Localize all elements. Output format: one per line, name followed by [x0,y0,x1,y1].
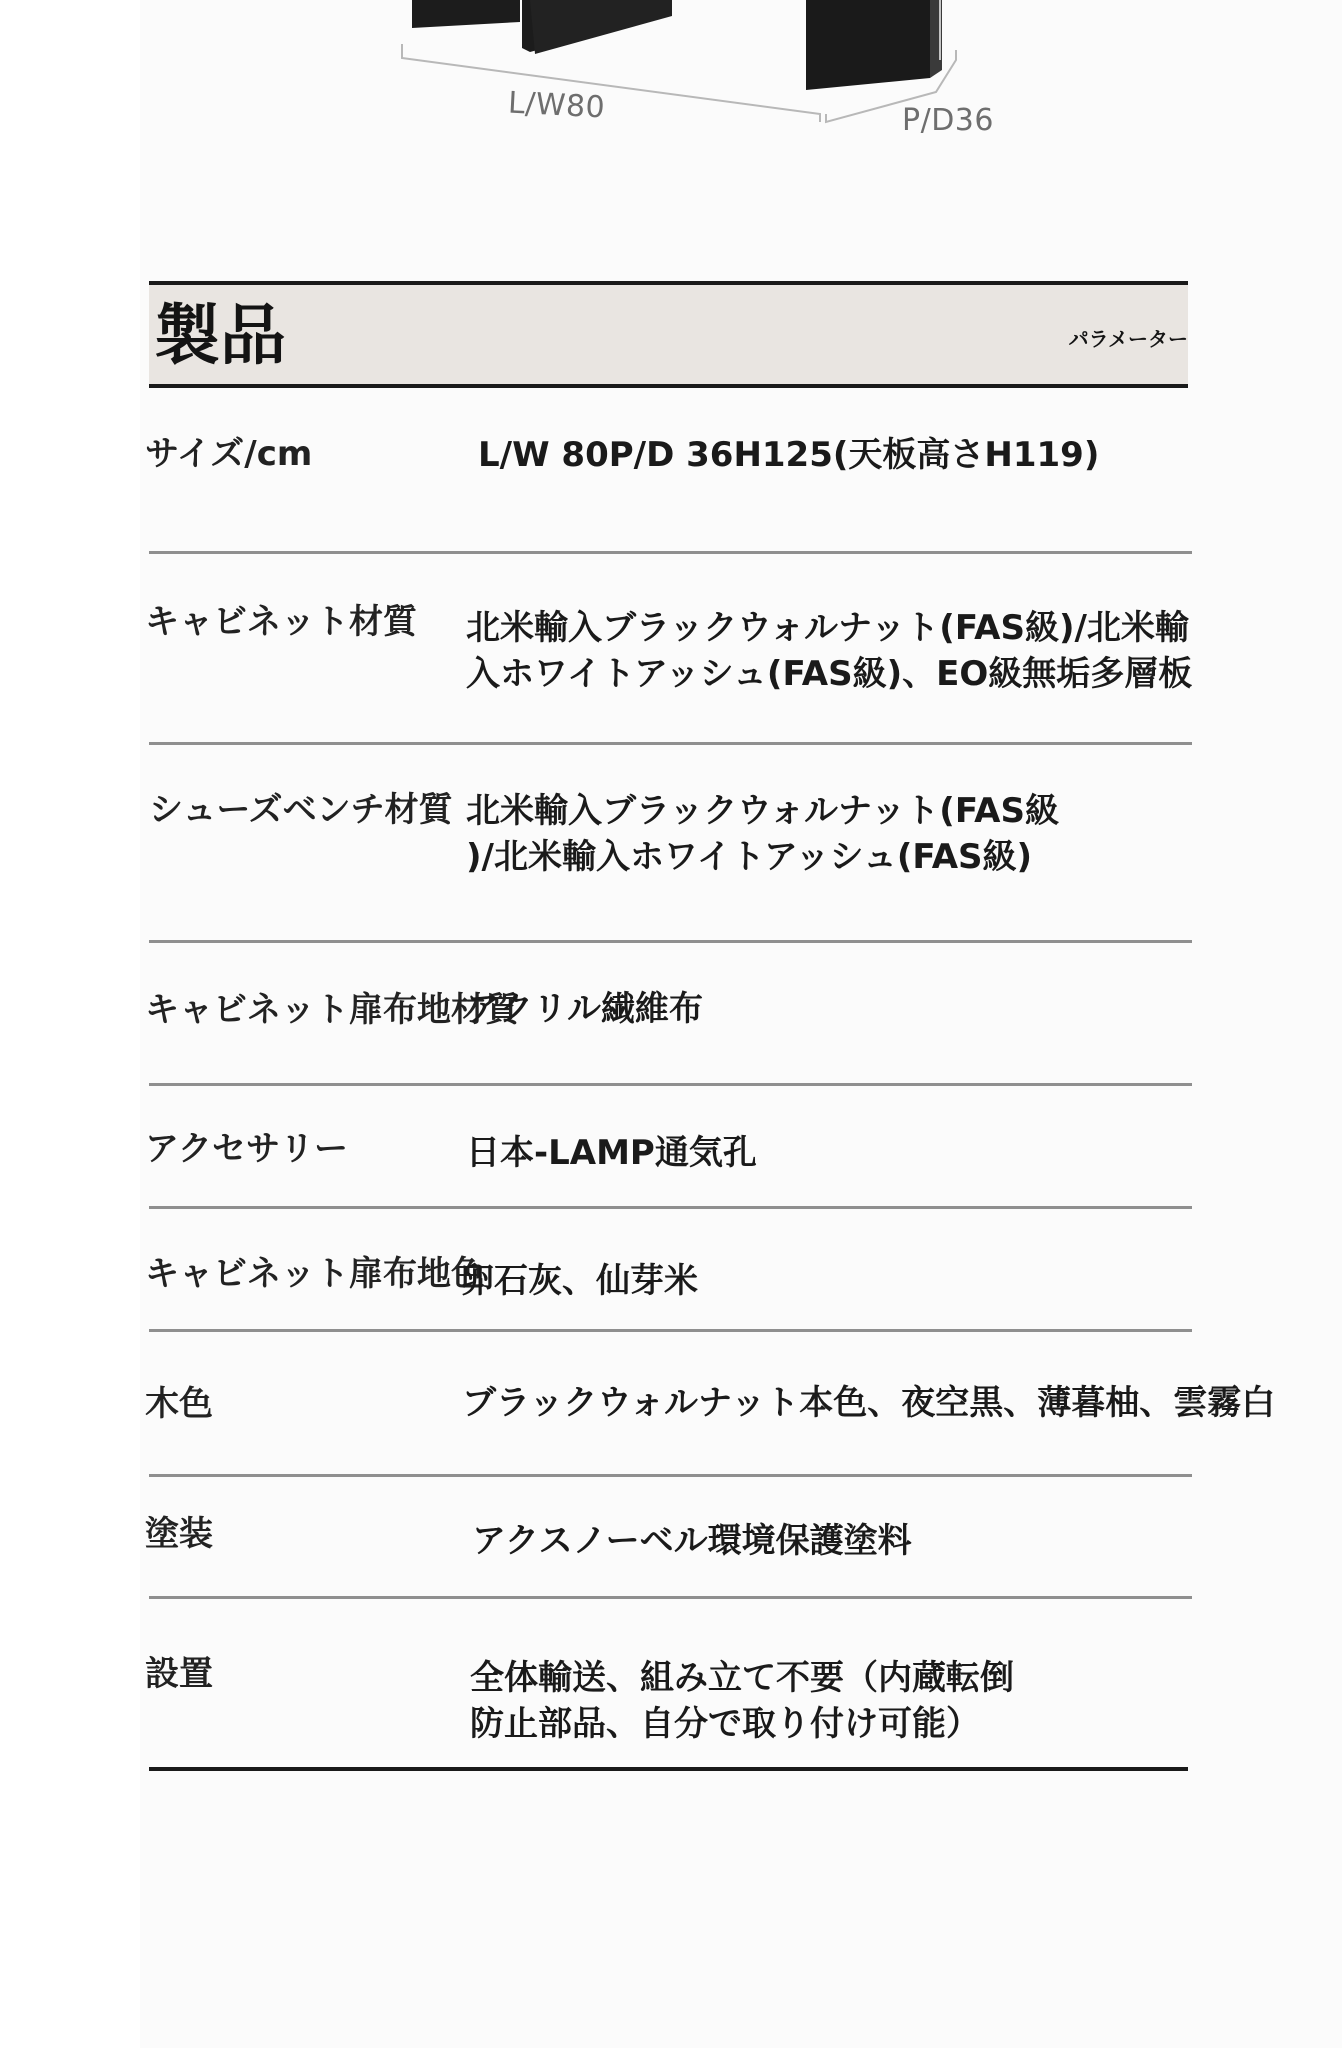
spec-label-accessory: アクセサリー [145,1129,348,1169]
row-divider [149,1474,1192,1477]
product-dimension-diagram [0,0,1342,150]
table-bottom-border [149,1767,1188,1771]
spec-value-bench-material: 北米輸入ブラックウォルナット(FAS級 )/北米輸入ホワイトアッシュ(FAS級) [466,791,1059,877]
spec-header-band [149,281,1188,388]
spec-value-cabinet-material: 北米輸入ブラックウォルナット(FAS級)/北米輸 入ホワイトアッシュ(FAS級)、EO級無垢多層板 [466,608,1193,694]
depth-dimension-label: P/D36 [902,103,994,138]
spec-value-accessory: 日本-LAMP通気孔 [466,1133,757,1173]
cabinet-legs-illustration [0,0,1342,150]
spec-label-wood-color: 木色 [145,1384,213,1424]
spec-label-bench-material: シューズベンチ材質 [149,790,453,830]
section-title: 製品 [154,297,286,374]
section-subtitle: パラメーター [1068,327,1188,351]
spec-label-installation: 設置 [145,1654,213,1694]
row-divider [149,1083,1192,1086]
spec-label-door-fabric-material: キャビネット扉布地材質 [145,990,519,1030]
spec-value-coating: アクスノーベル環境保護塗料 [472,1521,912,1561]
row-divider [149,1329,1192,1332]
width-dimension-label: L/W80 [507,85,607,126]
row-divider [149,551,1192,554]
row-divider [149,742,1192,745]
row-divider [149,1596,1192,1599]
spec-value-wood-color: ブラックウォルナット本色、夜空黒、薄暮柚、雲霧白 [462,1383,1276,1423]
spec-value-door-fabric-material: アクリル繊維布 [466,989,703,1029]
spec-value-size: L/W 80P/D 36H125(天板高さH119) [478,435,1100,475]
spec-value-installation: 全体輸送、組み立て不要（内蔵転倒 防止部品、自分で取り付け可能） [470,1658,1014,1744]
spec-label-coating: 塗装 [145,1514,213,1554]
row-divider [149,1206,1192,1209]
spec-label-door-fabric-color: キャビネット扉布地色 [145,1254,485,1294]
spec-value-door-fabric-color: 卵石灰、仙芽米 [460,1261,698,1301]
row-divider [149,940,1192,943]
spec-label-size: サイズ/cm [145,434,313,474]
spec-label-cabinet-material: キャビネット材質 [145,602,417,642]
